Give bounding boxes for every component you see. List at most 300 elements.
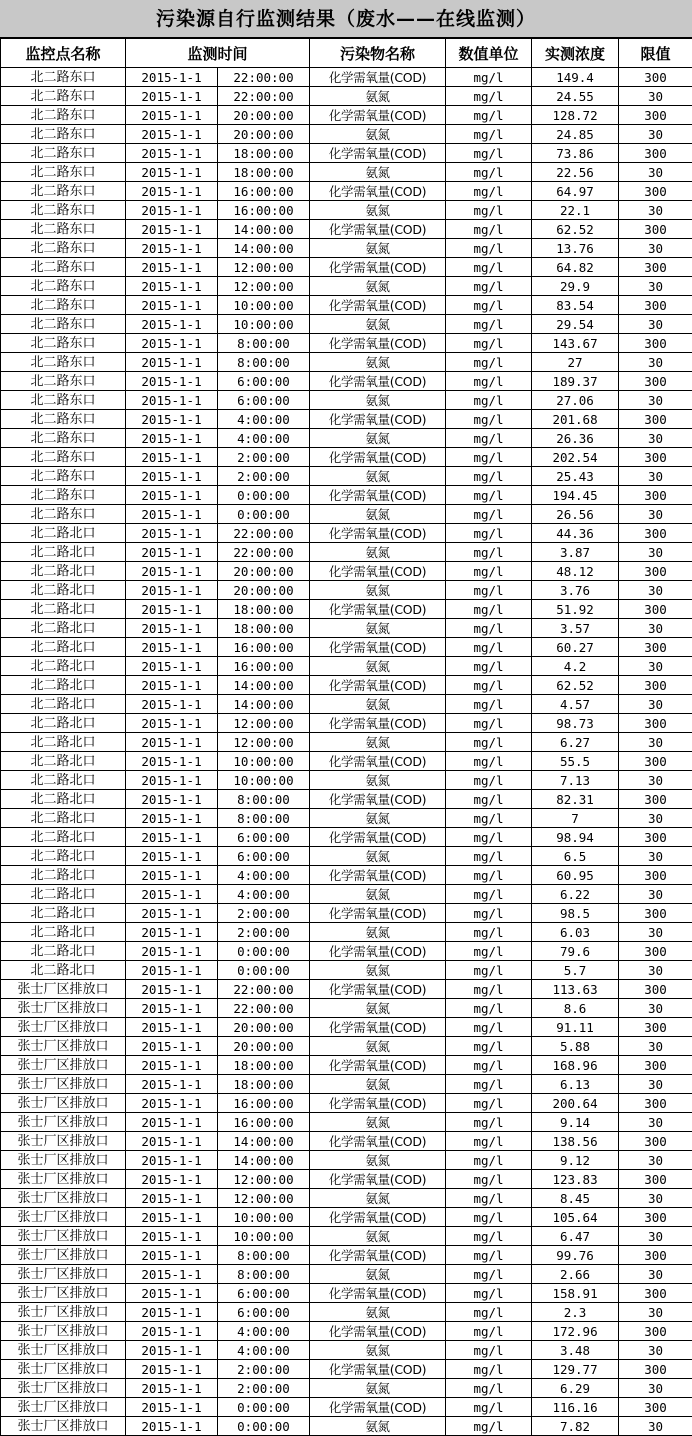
pollutant-cell: 氨氮	[310, 163, 446, 182]
limit-cell: 300	[619, 828, 692, 847]
pollutant-cell: 氨氮	[310, 543, 446, 562]
date-cell: 2015-1-1	[126, 524, 218, 543]
time-cell: 8:00:00	[218, 353, 310, 372]
table-row	[1, 866, 692, 885]
limit-cell: 300	[619, 1018, 692, 1037]
site-cell: 北二路北口	[1, 638, 126, 657]
site-cell: 北二路北口	[1, 600, 126, 619]
unit-cell: mg/l	[446, 87, 532, 106]
date-cell: 2015-1-1	[126, 429, 218, 448]
site-cell: 北二路北口	[1, 790, 126, 809]
table-row	[1, 315, 692, 334]
time-cell: 18:00:00	[218, 619, 310, 638]
date-cell: 2015-1-1	[126, 904, 218, 923]
value-cell: 128.72	[532, 106, 619, 125]
site-cell: 张士厂区排放口	[1, 1151, 126, 1170]
unit-cell: mg/l	[446, 543, 532, 562]
value-cell: 5.88	[532, 1037, 619, 1056]
pollutant-cell: 化学需氧量(COD)	[310, 524, 446, 543]
pollutant-cell: 化学需氧量(COD)	[310, 486, 446, 505]
unit-cell: mg/l	[446, 714, 532, 733]
pollutant-cell: 氨氮	[310, 391, 446, 410]
value-cell: 98.73	[532, 714, 619, 733]
site-cell: 北二路北口	[1, 714, 126, 733]
time-cell: 4:00:00	[218, 429, 310, 448]
date-cell: 2015-1-1	[126, 771, 218, 790]
limit-cell: 300	[619, 980, 692, 999]
time-cell: 10:00:00	[218, 1227, 310, 1246]
site-cell: 张士厂区排放口	[1, 1018, 126, 1037]
date-cell: 2015-1-1	[126, 543, 218, 562]
value-cell: 7	[532, 809, 619, 828]
site-cell: 北二路东口	[1, 163, 126, 182]
date-cell: 2015-1-1	[126, 581, 218, 600]
table-row	[1, 182, 692, 201]
site-cell: 北二路北口	[1, 543, 126, 562]
limit-cell: 30	[619, 771, 692, 790]
pollutant-cell: 氨氮	[310, 277, 446, 296]
unit-cell: mg/l	[446, 771, 532, 790]
time-cell: 2:00:00	[218, 467, 310, 486]
table-body	[1, 68, 692, 1436]
pollutant-cell: 化学需氧量(COD)	[310, 410, 446, 429]
unit-cell: mg/l	[446, 1037, 532, 1056]
time-cell: 14:00:00	[218, 220, 310, 239]
site-cell: 张士厂区排放口	[1, 1246, 126, 1265]
unit-cell: mg/l	[446, 334, 532, 353]
limit-cell: 30	[619, 1227, 692, 1246]
pollutant-cell: 化学需氧量(COD)	[310, 334, 446, 353]
unit-cell: mg/l	[446, 467, 532, 486]
time-cell: 0:00:00	[218, 1417, 310, 1436]
value-cell: 5.7	[532, 961, 619, 980]
site-cell: 北二路北口	[1, 828, 126, 847]
time-cell: 12:00:00	[218, 1170, 310, 1189]
unit-cell: mg/l	[446, 372, 532, 391]
table-row	[1, 391, 692, 410]
date-cell: 2015-1-1	[126, 163, 218, 182]
limit-cell: 30	[619, 961, 692, 980]
site-cell: 张士厂区排放口	[1, 1398, 126, 1417]
unit-cell: mg/l	[446, 429, 532, 448]
site-cell: 北二路东口	[1, 68, 126, 87]
pollutant-cell: 氨氮	[310, 999, 446, 1018]
table-row	[1, 657, 692, 676]
value-cell: 29.9	[532, 277, 619, 296]
date-cell: 2015-1-1	[126, 847, 218, 866]
pollutant-cell: 化学需氧量(COD)	[310, 790, 446, 809]
date-cell: 2015-1-1	[126, 999, 218, 1018]
header-pollutant: 污染物名称	[310, 39, 446, 68]
value-cell: 51.92	[532, 600, 619, 619]
date-cell: 2015-1-1	[126, 1056, 218, 1075]
unit-cell: mg/l	[446, 790, 532, 809]
limit-cell: 300	[619, 68, 692, 87]
table-row	[1, 695, 692, 714]
date-cell: 2015-1-1	[126, 1341, 218, 1360]
pollutant-cell: 化学需氧量(COD)	[310, 1208, 446, 1227]
table-row	[1, 771, 692, 790]
limit-cell: 30	[619, 315, 692, 334]
site-cell: 北二路北口	[1, 657, 126, 676]
pollutant-cell: 化学需氧量(COD)	[310, 1056, 446, 1075]
value-cell: 201.68	[532, 410, 619, 429]
date-cell: 2015-1-1	[126, 1208, 218, 1227]
date-cell: 2015-1-1	[126, 239, 218, 258]
limit-cell: 300	[619, 1284, 692, 1303]
date-cell: 2015-1-1	[126, 657, 218, 676]
date-cell: 2015-1-1	[126, 258, 218, 277]
limit-cell: 30	[619, 201, 692, 220]
table-row	[1, 1208, 692, 1227]
time-cell: 2:00:00	[218, 1360, 310, 1379]
value-cell: 62.52	[532, 220, 619, 239]
limit-cell: 30	[619, 277, 692, 296]
date-cell: 2015-1-1	[126, 144, 218, 163]
date-cell: 2015-1-1	[126, 125, 218, 144]
unit-cell: mg/l	[446, 486, 532, 505]
value-cell: 113.63	[532, 980, 619, 999]
date-cell: 2015-1-1	[126, 1113, 218, 1132]
unit-cell: mg/l	[446, 1379, 532, 1398]
site-cell: 张士厂区排放口	[1, 1417, 126, 1436]
time-cell: 6:00:00	[218, 828, 310, 847]
unit-cell: mg/l	[446, 885, 532, 904]
site-cell: 张士厂区排放口	[1, 1322, 126, 1341]
value-cell: 83.54	[532, 296, 619, 315]
value-cell: 64.82	[532, 258, 619, 277]
site-cell: 北二路东口	[1, 334, 126, 353]
time-cell: 4:00:00	[218, 1322, 310, 1341]
unit-cell: mg/l	[446, 277, 532, 296]
pollutant-cell: 化学需氧量(COD)	[310, 752, 446, 771]
table-row	[1, 524, 692, 543]
value-cell: 116.16	[532, 1398, 619, 1417]
date-cell: 2015-1-1	[126, 505, 218, 524]
date-cell: 2015-1-1	[126, 752, 218, 771]
limit-cell: 300	[619, 296, 692, 315]
site-cell: 张士厂区排放口	[1, 1170, 126, 1189]
unit-cell: mg/l	[446, 315, 532, 334]
pollutant-cell: 化学需氧量(COD)	[310, 638, 446, 657]
value-cell: 26.36	[532, 429, 619, 448]
time-cell: 0:00:00	[218, 961, 310, 980]
site-cell: 北二路北口	[1, 562, 126, 581]
limit-cell: 300	[619, 1208, 692, 1227]
limit-cell: 30	[619, 1113, 692, 1132]
site-cell: 北二路东口	[1, 239, 126, 258]
site-cell: 北二路北口	[1, 771, 126, 790]
value-cell: 99.76	[532, 1246, 619, 1265]
date-cell: 2015-1-1	[126, 619, 218, 638]
table-row	[1, 714, 692, 733]
pollutant-cell: 化学需氧量(COD)	[310, 372, 446, 391]
value-cell: 60.27	[532, 638, 619, 657]
pollutant-cell: 化学需氧量(COD)	[310, 258, 446, 277]
value-cell: 158.91	[532, 1284, 619, 1303]
table-row	[1, 1113, 692, 1132]
value-cell: 4.2	[532, 657, 619, 676]
table-row	[1, 68, 692, 87]
limit-cell: 300	[619, 372, 692, 391]
time-cell: 18:00:00	[218, 163, 310, 182]
pollutant-cell: 化学需氧量(COD)	[310, 1284, 446, 1303]
pollutant-cell: 化学需氧量(COD)	[310, 1132, 446, 1151]
unit-cell: mg/l	[446, 904, 532, 923]
value-cell: 6.29	[532, 1379, 619, 1398]
unit-cell: mg/l	[446, 600, 532, 619]
table-row	[1, 1094, 692, 1113]
pollutant-cell: 化学需氧量(COD)	[310, 562, 446, 581]
date-cell: 2015-1-1	[126, 714, 218, 733]
table-row	[1, 885, 692, 904]
limit-cell: 30	[619, 885, 692, 904]
value-cell: 73.86	[532, 144, 619, 163]
limit-cell: 300	[619, 220, 692, 239]
pollutant-cell: 氨氮	[310, 201, 446, 220]
unit-cell: mg/l	[446, 638, 532, 657]
unit-cell: mg/l	[446, 733, 532, 752]
table-row	[1, 106, 692, 125]
site-cell: 北二路东口	[1, 277, 126, 296]
unit-cell: mg/l	[446, 125, 532, 144]
value-cell: 91.11	[532, 1018, 619, 1037]
time-cell: 16:00:00	[218, 1094, 310, 1113]
limit-cell: 300	[619, 904, 692, 923]
limit-cell: 30	[619, 581, 692, 600]
value-cell: 6.5	[532, 847, 619, 866]
pollutant-cell: 化学需氧量(COD)	[310, 600, 446, 619]
site-cell: 北二路北口	[1, 847, 126, 866]
time-cell: 0:00:00	[218, 486, 310, 505]
date-cell: 2015-1-1	[126, 733, 218, 752]
site-cell: 北二路北口	[1, 961, 126, 980]
date-cell: 2015-1-1	[126, 1189, 218, 1208]
pollutant-cell: 氨氮	[310, 239, 446, 258]
site-cell: 北二路北口	[1, 676, 126, 695]
site-cell: 北二路北口	[1, 752, 126, 771]
table-row	[1, 980, 692, 999]
limit-cell: 300	[619, 866, 692, 885]
site-cell: 北二路北口	[1, 904, 126, 923]
table-row	[1, 847, 692, 866]
site-cell: 北二路北口	[1, 524, 126, 543]
pollutant-cell: 氨氮	[310, 1075, 446, 1094]
pollutant-cell: 化学需氧量(COD)	[310, 1322, 446, 1341]
limit-cell: 30	[619, 847, 692, 866]
limit-cell: 30	[619, 505, 692, 524]
pollutant-cell: 氨氮	[310, 581, 446, 600]
date-cell: 2015-1-1	[126, 1037, 218, 1056]
table-row	[1, 1056, 692, 1075]
unit-cell: mg/l	[446, 524, 532, 543]
value-cell: 3.57	[532, 619, 619, 638]
date-cell: 2015-1-1	[126, 1246, 218, 1265]
value-cell: 25.43	[532, 467, 619, 486]
unit-cell: mg/l	[446, 182, 532, 201]
site-cell: 北二路东口	[1, 296, 126, 315]
table-row	[1, 467, 692, 486]
time-cell: 20:00:00	[218, 106, 310, 125]
date-cell: 2015-1-1	[126, 638, 218, 657]
unit-cell: mg/l	[446, 296, 532, 315]
unit-cell: mg/l	[446, 1322, 532, 1341]
time-cell: 14:00:00	[218, 695, 310, 714]
limit-cell: 300	[619, 1246, 692, 1265]
header-row	[1, 39, 692, 68]
table-row	[1, 410, 692, 429]
limit-cell: 300	[619, 1132, 692, 1151]
site-cell: 张士厂区排放口	[1, 1189, 126, 1208]
time-cell: 18:00:00	[218, 1075, 310, 1094]
date-cell: 2015-1-1	[126, 1398, 218, 1417]
date-cell: 2015-1-1	[126, 866, 218, 885]
limit-cell: 300	[619, 410, 692, 429]
value-cell: 27.06	[532, 391, 619, 410]
time-cell: 18:00:00	[218, 144, 310, 163]
table-row	[1, 258, 692, 277]
pollutant-cell: 化学需氧量(COD)	[310, 220, 446, 239]
time-cell: 12:00:00	[218, 258, 310, 277]
pollutant-cell: 氨氮	[310, 1113, 446, 1132]
unit-cell: mg/l	[446, 619, 532, 638]
time-cell: 2:00:00	[218, 1379, 310, 1398]
unit-cell: mg/l	[446, 961, 532, 980]
time-cell: 10:00:00	[218, 771, 310, 790]
limit-cell: 300	[619, 638, 692, 657]
site-cell: 北二路北口	[1, 619, 126, 638]
limit-cell: 30	[619, 1341, 692, 1360]
unit-cell: mg/l	[446, 1398, 532, 1417]
pollutant-cell: 氨氮	[310, 353, 446, 372]
site-cell: 张士厂区排放口	[1, 1037, 126, 1056]
limit-cell: 30	[619, 1303, 692, 1322]
unit-cell: mg/l	[446, 1208, 532, 1227]
value-cell: 194.45	[532, 486, 619, 505]
unit-cell: mg/l	[446, 1227, 532, 1246]
time-cell: 6:00:00	[218, 847, 310, 866]
unit-cell: mg/l	[446, 448, 532, 467]
limit-cell: 30	[619, 1037, 692, 1056]
limit-cell: 30	[619, 391, 692, 410]
unit-cell: mg/l	[446, 923, 532, 942]
pollutant-cell: 化学需氧量(COD)	[310, 714, 446, 733]
table-row	[1, 1018, 692, 1037]
pollutant-cell: 氨氮	[310, 847, 446, 866]
time-cell: 22:00:00	[218, 543, 310, 562]
time-cell: 4:00:00	[218, 1341, 310, 1360]
value-cell: 2.3	[532, 1303, 619, 1322]
table-row	[1, 1322, 692, 1341]
pollutant-cell: 氨氮	[310, 125, 446, 144]
limit-cell: 300	[619, 1398, 692, 1417]
pollutant-cell: 氨氮	[310, 315, 446, 334]
site-cell: 北二路东口	[1, 448, 126, 467]
time-cell: 4:00:00	[218, 866, 310, 885]
value-cell: 172.96	[532, 1322, 619, 1341]
site-cell: 张士厂区排放口	[1, 980, 126, 999]
pollutant-cell: 氨氮	[310, 1417, 446, 1436]
date-cell: 2015-1-1	[126, 87, 218, 106]
value-cell: 149.4	[532, 68, 619, 87]
unit-cell: mg/l	[446, 1360, 532, 1379]
time-cell: 6:00:00	[218, 372, 310, 391]
pollutant-cell: 化学需氧量(COD)	[310, 828, 446, 847]
page-title: 污染源自行监测结果（废水——在线监测）	[0, 0, 692, 38]
date-cell: 2015-1-1	[126, 391, 218, 410]
pollutant-cell: 化学需氧量(COD)	[310, 904, 446, 923]
table-row	[1, 1151, 692, 1170]
limit-cell: 300	[619, 144, 692, 163]
date-cell: 2015-1-1	[126, 1303, 218, 1322]
limit-cell: 30	[619, 467, 692, 486]
date-cell: 2015-1-1	[126, 1417, 218, 1436]
unit-cell: mg/l	[446, 106, 532, 125]
pollutant-cell: 化学需氧量(COD)	[310, 1170, 446, 1189]
date-cell: 2015-1-1	[126, 1284, 218, 1303]
time-cell: 4:00:00	[218, 410, 310, 429]
date-cell: 2015-1-1	[126, 1132, 218, 1151]
pollutant-cell: 氨氮	[310, 1341, 446, 1360]
table-row	[1, 1189, 692, 1208]
value-cell: 6.27	[532, 733, 619, 752]
monitoring-table	[0, 38, 692, 1436]
table-row	[1, 600, 692, 619]
date-cell: 2015-1-1	[126, 1379, 218, 1398]
table-row	[1, 638, 692, 657]
date-cell: 2015-1-1	[126, 885, 218, 904]
unit-cell: mg/l	[446, 1265, 532, 1284]
value-cell: 123.83	[532, 1170, 619, 1189]
site-cell: 张士厂区排放口	[1, 1341, 126, 1360]
unit-cell: mg/l	[446, 68, 532, 87]
pollutant-cell: 化学需氧量(COD)	[310, 296, 446, 315]
limit-cell: 30	[619, 1075, 692, 1094]
site-cell: 北二路东口	[1, 258, 126, 277]
site-cell: 北二路东口	[1, 410, 126, 429]
table-row	[1, 1170, 692, 1189]
table-row	[1, 353, 692, 372]
site-cell: 北二路东口	[1, 220, 126, 239]
time-cell: 8:00:00	[218, 1246, 310, 1265]
site-cell: 北二路东口	[1, 125, 126, 144]
header-limit: 限值	[619, 39, 692, 68]
pollutant-cell: 氨氮	[310, 733, 446, 752]
site-cell: 北二路北口	[1, 809, 126, 828]
table-row	[1, 1379, 692, 1398]
date-cell: 2015-1-1	[126, 334, 218, 353]
pollutant-cell: 氨氮	[310, 695, 446, 714]
time-cell: 22:00:00	[218, 87, 310, 106]
value-cell: 8.45	[532, 1189, 619, 1208]
limit-cell: 300	[619, 714, 692, 733]
site-cell: 北二路东口	[1, 144, 126, 163]
unit-cell: mg/l	[446, 353, 532, 372]
limit-cell: 30	[619, 429, 692, 448]
time-cell: 16:00:00	[218, 657, 310, 676]
value-cell: 6.22	[532, 885, 619, 904]
limit-cell: 30	[619, 125, 692, 144]
table-row	[1, 296, 692, 315]
time-cell: 22:00:00	[218, 999, 310, 1018]
date-cell: 2015-1-1	[126, 1151, 218, 1170]
value-cell: 3.87	[532, 543, 619, 562]
time-cell: 22:00:00	[218, 524, 310, 543]
time-cell: 20:00:00	[218, 562, 310, 581]
unit-cell: mg/l	[446, 980, 532, 999]
limit-cell: 300	[619, 1322, 692, 1341]
table-row	[1, 1227, 692, 1246]
